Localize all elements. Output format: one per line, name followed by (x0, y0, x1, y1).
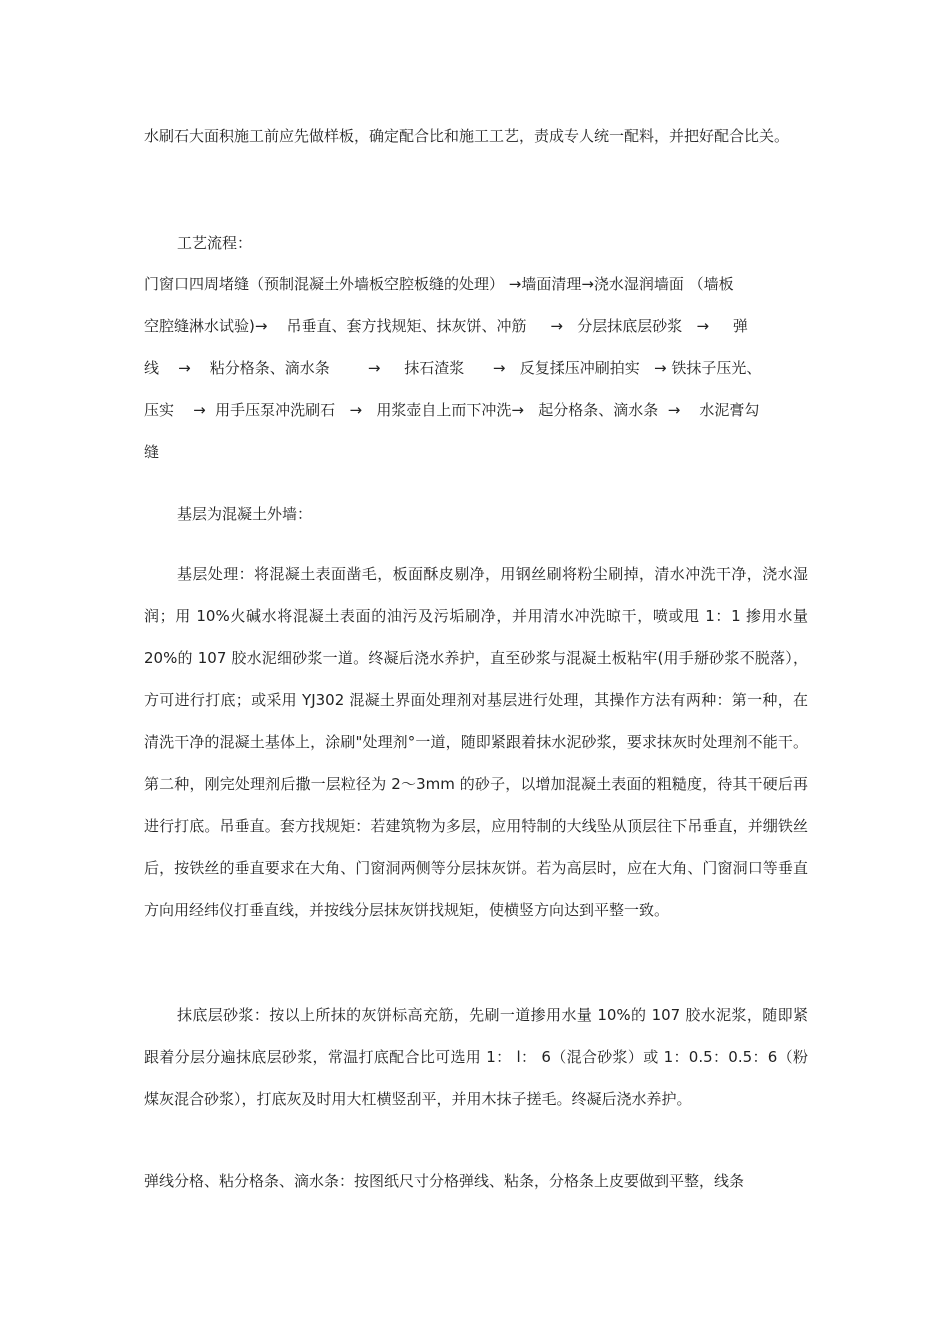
base-treatment-block (144, 553, 808, 931)
process-flow-text (144, 263, 808, 473)
process-line: 线 → 粘分格条、滴水条 → 抹石渣浆 → 反复揉压冲刷拍实 → 铁抹子压光、 (144, 359, 762, 377)
base-title-block (144, 493, 808, 535)
process-line: 门窗口四周堵缝（预制混凝土外墙板空腔板缝的处理） →墙面清理→浇水湿润墙面 （墙板 (144, 275, 734, 293)
process-line: 空腔缝淋水试验)→ 吊垂直、套方找规矩、抹灰饼、冲筋 → 分层抹底层砂浆 → 弹 (144, 317, 748, 335)
base-treatment-paragraph: 基层处理：将混凝土表面凿毛，板面酥皮剔净，用钢丝刷将粉尘刷掉，清水冲洗干净，浇水湿润；用 10%火碱水将混凝土表面的油污及污垢刷净，并用清水冲洗晾干，喷或甩 1：1 掺用水量 20%的 107 胶水泥细砂浆一道。终凝后浇水养护，直至砂浆与混凝土板粘牢(用手掰砂浆不脱落），方可进行打底；或采用 YJ302 混凝土界面处理剂对基层进行处理，其操作方法有两种：第一种，在清洗干净的混凝土基体上，涂刷"处理剂°一道，随即紧跟着抹水泥砂浆，要求抹灰时处理剂不能干。第二种，刚完处理剂后撒一层粒径为 2～3mm 的砂子，以增加混凝土表面的粗糙度，待其干硬后再进行打底。吊垂直。套方找规矩：若建筑物为多层，应用特制的大线坠从顶层往下吊垂直，并绷铁丝后，按铁丝的垂直要求在大角、门窗洞两侧等分层抹灰饼。若为高层时，应在大角、门窗洞口等垂直方向用经纬仪打垂直线，并按线分层抹灰饼找规矩，使横竖方向达到平整一致。 (144, 565, 808, 919)
process-line: 缝 (144, 443, 160, 461)
process-line: 压实 → 用手压泵冲洗刷石 → 用浆壶自上而下冲洗→ 起分格条、滴水条 → 水泥膏勾 (144, 401, 760, 419)
process-flow (144, 263, 808, 473)
process-title: 工艺流程： (177, 234, 253, 252)
bottom-layer-paragraph: 抹底层砂浆：按以上所抹的灰饼标高充筋，先刷一道掺用水量 10%的 107 胶水泥浆，随即紧跟着分层分遍抹底层砂浆，常温打底配合比可选用 1： l： 6（混合砂浆）或 1：0.5：0.5：6（粉煤灰混合砂浆），打底灰及时用大杠横竖刮平，并用木抹子搓毛。终凝后浇水养护。 (144, 1006, 808, 1108)
process-title-block (144, 222, 808, 264)
base-title: 基层为混凝土外墙： (177, 505, 313, 523)
bottom-layer-block (144, 994, 808, 1120)
grid-line-paragraph: 弹线分格、粘分格条、滴水条：按图纸尺寸分格弹线、粘条，分格条上皮要做到平整，线条 (144, 1172, 745, 1190)
grid-line-block (144, 1160, 808, 1202)
intro-paragraph: 水刷石大面积施工前应先做样板，确定配合比和施工工艺，责成专人统一配料，并把好配合比关。 (144, 127, 790, 145)
intro-block (144, 115, 808, 157)
